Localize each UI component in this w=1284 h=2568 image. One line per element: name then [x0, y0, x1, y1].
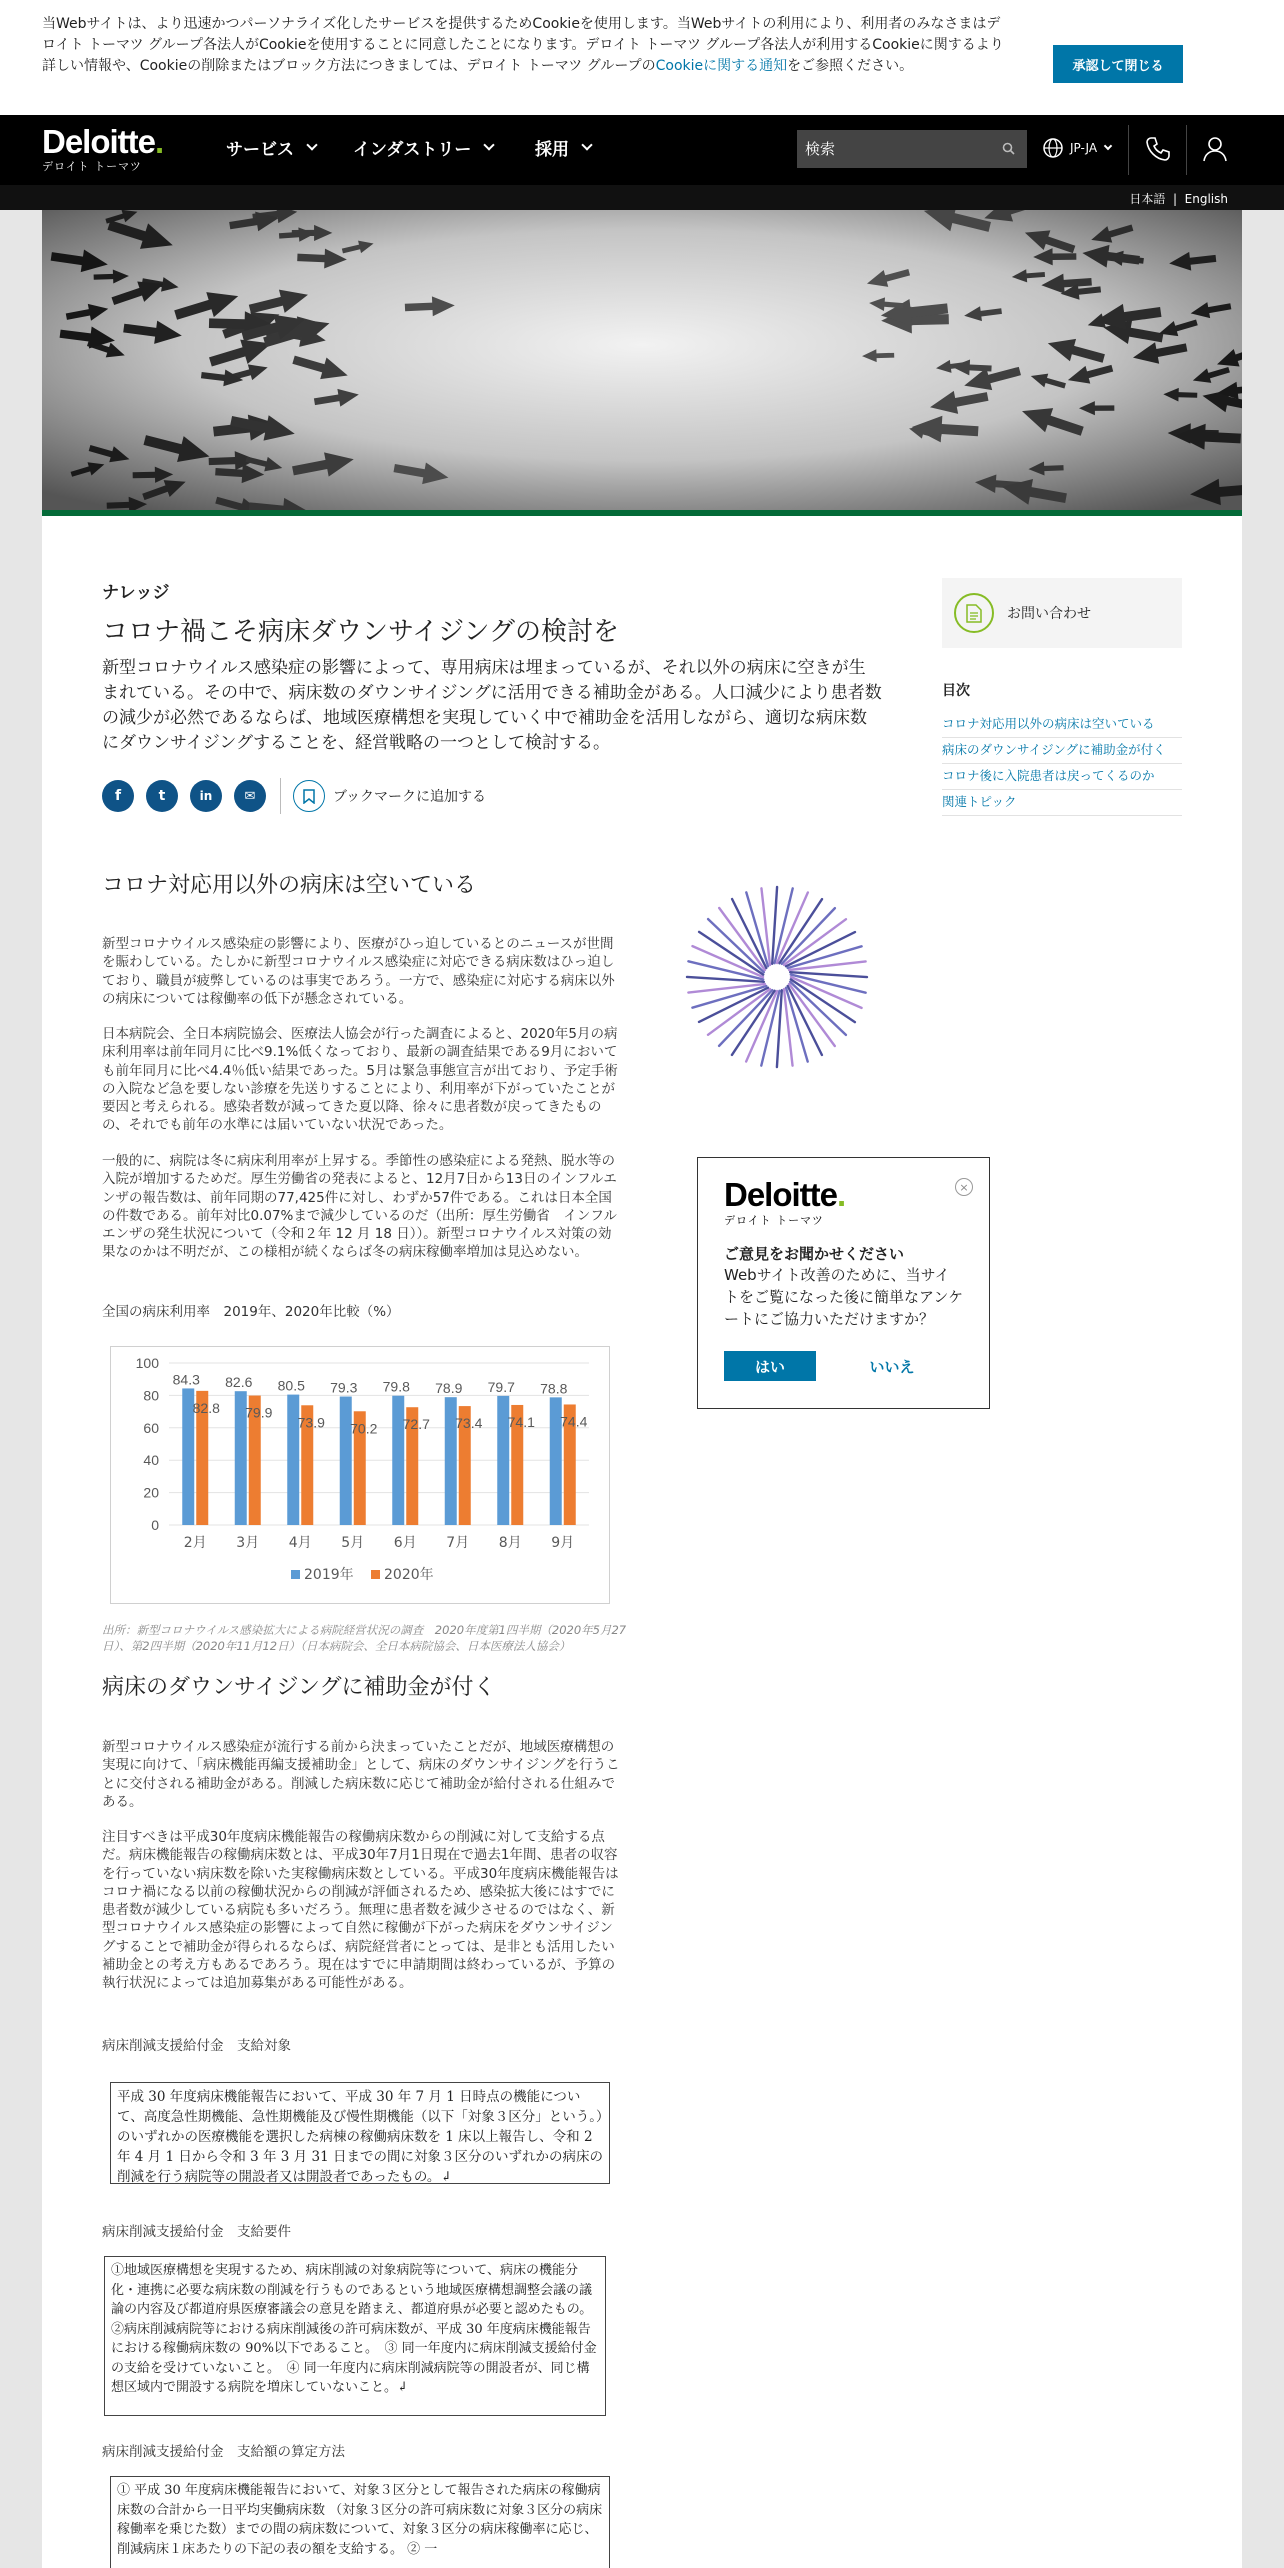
- cookie-suffix: をご参照ください。: [787, 58, 914, 74]
- section1-paragraph-1: 新型コロナウイルス感染症の影響により、医療がひっ迫しているとのニュースが世間を賑わしている。たしかに新型コロナウイルス感染症に対応できる病床数はひっ迫しており、職員が疲弊しているのは事実であろう。一方で、感染症に対応する病床以外の病床については稼働率の低下が懸念されている。: [102, 936, 615, 1007]
- legend-swatch: [371, 1570, 380, 1579]
- chart-svg: [111, 1347, 611, 1605]
- bar-2019年: [340, 1397, 352, 1525]
- article-category: ナレッジ: [102, 583, 170, 603]
- lang-en-link[interactable]: English: [1184, 192, 1228, 206]
- table-of-contents: [942, 712, 1182, 816]
- cookie-notice-link[interactable]: Cookieに関する通知: [655, 58, 788, 74]
- nav-item-careers[interactable]: [535, 135, 591, 160]
- y-tick-label: 40: [143, 1452, 159, 1469]
- share-bar: [102, 778, 486, 814]
- logo-wordmark: [42, 124, 163, 160]
- contact-button[interactable]: [942, 578, 1182, 648]
- language-label: JP-JA: [1070, 141, 1098, 155]
- survey-text: Webサイト改善のために、当サイトをご覧になった後に簡単なアンケートにご協力いただけますか？: [724, 1266, 964, 1328]
- search-input[interactable]: [797, 130, 987, 168]
- nav-label: インダストリー: [353, 140, 472, 160]
- main-nav: [0, 115, 1284, 185]
- data-label: 73.4: [455, 1415, 483, 1432]
- x-tick-label: 8月: [498, 1535, 522, 1551]
- data-label: 79.9: [245, 1404, 273, 1421]
- x-tick-label: 9月: [551, 1535, 575, 1551]
- lang-ja-link[interactable]: 日本語: [1129, 192, 1166, 206]
- linkedin-icon[interactable]: in: [190, 780, 222, 812]
- toc-item[interactable]: コロナ対応用以外の病床は空いている: [942, 712, 1182, 738]
- chart-caption: 全国の病床利用率 2019年、2020年比較（%）: [102, 1304, 400, 1320]
- data-label: 73.9: [297, 1414, 325, 1431]
- y-tick-label: 60: [143, 1419, 159, 1436]
- data-label: 72.7: [402, 1416, 430, 1433]
- chart-source: 出所：新型コロナウイルス感染拡大による病院経営状況の調査 2020年度第1四半期（2020年5月27日）、第2四半期（2020年11月12日）（日本病院会、全日本病院協会、日本医療法人協会）: [102, 1623, 627, 1653]
- spiral-line: [746, 892, 768, 966]
- section2-paragraph-1: 新型コロナウイルス感染症が流行する前から決まっていたことだが、地域医療構想の実現に向けて、「病床機能再編支援補助金」として、病床のダウンサイジングを行うことに交付される補助金がある。削減した病床数に応じて補助金が給付される仕組みである。: [102, 1739, 620, 1810]
- twitter-icon[interactable]: t: [146, 780, 178, 812]
- chevron-down-icon: [306, 139, 317, 150]
- data-label: 70.2: [350, 1420, 378, 1437]
- spiral-line: [789, 961, 866, 970]
- contact-label: お問い合わせ: [1007, 606, 1091, 622]
- toc-item[interactable]: 病床のダウンサイジングに補助金が付く: [942, 738, 1182, 764]
- nav-item-industries[interactable]: [353, 135, 493, 160]
- chevron-down-icon: [484, 139, 495, 150]
- nav-item-services[interactable]: [226, 135, 316, 160]
- bookmark-label[interactable]: ブックマークに追加する: [333, 789, 487, 805]
- page-title: コロナ禍こそ病床ダウンサイジングの検討を: [102, 617, 620, 647]
- data-label: 82.8: [192, 1399, 220, 1416]
- data-label: 74.1: [507, 1413, 535, 1430]
- quote-box-2: ①地域医療構想を実現するため、病床削減の対象病院等について、病床の機能分化・連携に必要な病床数の削減を行うものであるという地域医療構想調整会議の議論の内容及び都道府県医療審議会の意見を踏まえ、都道府県が必要と認めたもの。 ②病床削減病院等における病床削減後の許可病床数が、平成 30 年度病床機能報告における稼働病床数の 90%以下であること。 ③ 同一年度内に病床削減支援給付金の支給を受けていないこと。 ④ 同一年度内に病床削減病院等の開設者が、同じ構想区域内で開設する病院を増床していないこと。↲: [104, 2256, 606, 2416]
- survey-no-button[interactable]: いいえ: [846, 1351, 938, 1381]
- quote-box-3: ① 平成 30 年度病床機能報告において、対象３区分として報告された病床の稼働病床数の合計から一日平均実働病床数 （対象３区分の許可病床数に対象３区分の病床稼働率を乗じた数）までの間の病床数について、対象３区分の病床稼働率に応じ、削減病床１床あたりの下記の表の額を支給する。 ② 一: [110, 2476, 610, 2568]
- survey-logo-dot: .: [837, 1176, 846, 1213]
- box3-label: 病床削減支援給付金 支給額の算定方法: [102, 2444, 345, 2460]
- survey-logo-text: Deloitte: [724, 1176, 838, 1213]
- section-heading-1: コロナ対応用以外の病床は空いている: [102, 873, 477, 898]
- survey-logo-sub: デロイト トーマツ: [724, 1214, 824, 1227]
- survey-popup: [697, 1157, 990, 1409]
- bar-2019年: [392, 1396, 404, 1525]
- section2-paragraph-2: 注目すべきは平成30年度病床機能報告の稼働病床数からの削減に対して支給する点だ。病床機能報告の稼働病床数とは、平成30年7月1日現在で過去1年間、患者の収容を行っていない病床数を除いた実稼働病床数としている。平成30年度病床機能報告はコロナ禍になる以前の稼働状況からの削減が評価されるため、感染拡大後にはすでに患者数が減少している病院も多いだろう。無理に患者数を減少させるのではなく、新型コロナウイルス感染症の影響によって自然に稼働が下がった病床をダウンサイジングすることで補助金が得られるならば、病院経営者にとっては、是非とも活用したい補助金との考え方もあるであろう。現在はすでに申請期間は終わっているが、予算の執行状況によっては追加募集がある可能性がある。: [102, 1829, 619, 1992]
- email-icon[interactable]: ✉: [234, 780, 266, 812]
- y-tick-label: 80: [143, 1387, 159, 1404]
- section1-paragraph-2: 日本病院会、全日本病院協会、医療法人協会が行った調査によると、2020年5月の病床利用率は前年同月に比べ9.1%低くなっており、最新の調査結果である9月においても前年同月に比べ4.4％低い結果であった。5月は緊急事態宣言が出ており、予定手術の入院など急を要しない診療を先送りすることにより、利用率が下がっていたことが要因と考えられる。感染者数が減ってきた夏以降、徐々に患者数が戻ってきたものの、それでも前年の水準には届いていない状況であった。: [102, 1026, 618, 1134]
- section1-paragraph-3: 一般的に、病院は冬に病床利用率が上昇する。季節性の感染症による発熱、脱水等の入院が増加するためだ。厚生労働省の発表によると、12月7日から13日のインフルエンザの報告数は、前年同期の77,425件に対し、わずか57件である。これは日本全国の件数である。前年対比0.07%まで減少しているのだ（出所：厚生労働省 インフルエンザの発生状況について（令和２年 12 月 18 日））。新型コロナウイルス対策の効果なのかは不明だが、この様相が続くならば冬の病床稼働率増加は見込めない。: [102, 1153, 617, 1261]
- article-lead: 新型コロナウイルス感染症の影響によって、専用病床は埋まっているが、それ以外の病床に空きが生まれている。その中で、病床数のダウンサイジングに活用できる補助金がある。人口減少により患者数の減少が必然であるならば、地域医療構想を実現していく中で補助金を活用しながら、適切な病床数にダウンサイジングすることを、経営戦略の一つとして検討する。: [102, 658, 882, 753]
- cookie-message: 当Webサイトは、より迅速かつパーソナライズ化したサービスを提供するためCookieを使用します。当Webサイトの利用により、利用者のみなさまはデロイト トーマツ グループ各法人がCookieを使用することに同意したことになります。デロイト トーマツ グループ各法人が利用するCookieに関するより詳しい情報や、Cookieの削除またはブロック方法につきましては、デロイト トーマツ グループの: [42, 16, 1004, 74]
- legend-label: 2020年: [384, 1567, 434, 1583]
- bookmark-glyph-icon: [303, 789, 315, 804]
- nav-divider: [1128, 125, 1129, 175]
- box1-label: 病床削減支援給付金 支給対象: [102, 2038, 291, 2054]
- nav-label: サービス: [226, 140, 294, 160]
- section-heading-2: 病床のダウンサイジングに補助金が付く: [102, 1675, 496, 1700]
- legend-label: 2019年: [304, 1567, 354, 1583]
- close-icon[interactable]: ×: [955, 1178, 973, 1196]
- data-label: 78.8: [540, 1380, 568, 1397]
- logo-word: Deloitte: [42, 123, 156, 160]
- cookie-text: [42, 14, 1012, 77]
- lang-separator: |: [1172, 192, 1178, 206]
- spiral-line: [788, 946, 862, 968]
- toc-item[interactable]: コロナ後に入院患者は戻ってくるのか: [942, 764, 1182, 790]
- x-tick-label: 3月: [236, 1535, 260, 1551]
- x-tick-label: 2月: [183, 1535, 207, 1551]
- globe-icon: [1042, 137, 1064, 159]
- box2-label: 病床削減支援給付金 支給要件: [102, 2224, 291, 2240]
- data-label: 79.8: [382, 1378, 410, 1395]
- logo-subtitle: デロイト トーマツ: [42, 160, 142, 173]
- loading-spinner-graphic: [682, 882, 872, 1072]
- chevron-down-icon: [581, 139, 592, 150]
- data-label: 82.6: [225, 1374, 253, 1391]
- search-icon[interactable]: [1002, 142, 1015, 155]
- phone-icon[interactable]: [1144, 135, 1172, 163]
- search-box: [797, 130, 1027, 168]
- nav-label: 採用: [535, 140, 569, 160]
- y-tick-label: 100: [135, 1355, 159, 1371]
- toc-item[interactable]: 関連トピック: [942, 790, 1182, 816]
- x-tick-label: 4月: [288, 1535, 312, 1551]
- toc-title: 目次: [942, 683, 970, 699]
- language-selector[interactable]: [1042, 137, 1111, 159]
- language-links: [1129, 190, 1228, 207]
- data-label: 80.5: [277, 1377, 305, 1394]
- spiral-line: [786, 988, 808, 1062]
- bookmark-icon[interactable]: [293, 780, 325, 812]
- bed-occupancy-chart: [110, 1346, 610, 1604]
- spiral-lines: [687, 887, 867, 1067]
- x-tick-label: 7月: [446, 1535, 470, 1551]
- quote-box-1: 平成 30 年度病床機能報告において、平成 30 年 7 月 1 日時点の機能について、高度急性期機能、急性期機能及び慢性期機能（以下「対象３区分」という。）のいずれかの医療機能を選択した病棟の稼働病床数を 1 床以上報告し、令和 2 年 4 月 1 日から令和 3 年 3 月 31 日までの間に対象３区分のいずれかの病床の削減を行う病院等の開設者又は開設者であったもの。↲: [110, 2082, 610, 2184]
- spiral-line: [761, 888, 770, 965]
- chevron-down-icon: [1104, 141, 1112, 149]
- x-tick-label: 6月: [393, 1535, 417, 1551]
- data-label: 74.4: [560, 1413, 588, 1430]
- data-label: 78.9: [435, 1380, 463, 1397]
- y-tick-label: 20: [143, 1484, 159, 1501]
- survey-question: ご意見をお聞かせください: [724, 1245, 905, 1263]
- nav-divider: [1186, 125, 1187, 175]
- data-label: 79.7: [487, 1378, 515, 1395]
- survey-yes-button[interactable]: はい: [724, 1351, 816, 1381]
- accept-cookies-button[interactable]: 承認して閉じる: [1053, 45, 1183, 83]
- hero-image: [42, 210, 1242, 510]
- survey-logo: [724, 1178, 845, 1228]
- legend-swatch: [291, 1570, 300, 1579]
- spiral-line: [688, 984, 765, 993]
- user-icon[interactable]: [1202, 135, 1228, 163]
- data-label: 84.3: [172, 1371, 200, 1388]
- cookie-banner: [0, 0, 1284, 115]
- survey-logo-word: [724, 1178, 845, 1212]
- language-bar: [0, 185, 1284, 210]
- facebook-icon[interactable]: f: [102, 780, 134, 812]
- document-icon: [954, 593, 994, 633]
- share-divider: [280, 778, 281, 814]
- deloitte-logo[interactable]: [42, 124, 163, 173]
- x-tick-label: 5月: [341, 1535, 365, 1551]
- logo-dot: .: [155, 123, 164, 160]
- spiral-line: [692, 986, 766, 1008]
- data-label: 79.3: [330, 1379, 358, 1396]
- spiral-line: [784, 989, 793, 1066]
- y-tick-label: 0: [151, 1517, 159, 1533]
- document-glyph-icon: [966, 604, 982, 623]
